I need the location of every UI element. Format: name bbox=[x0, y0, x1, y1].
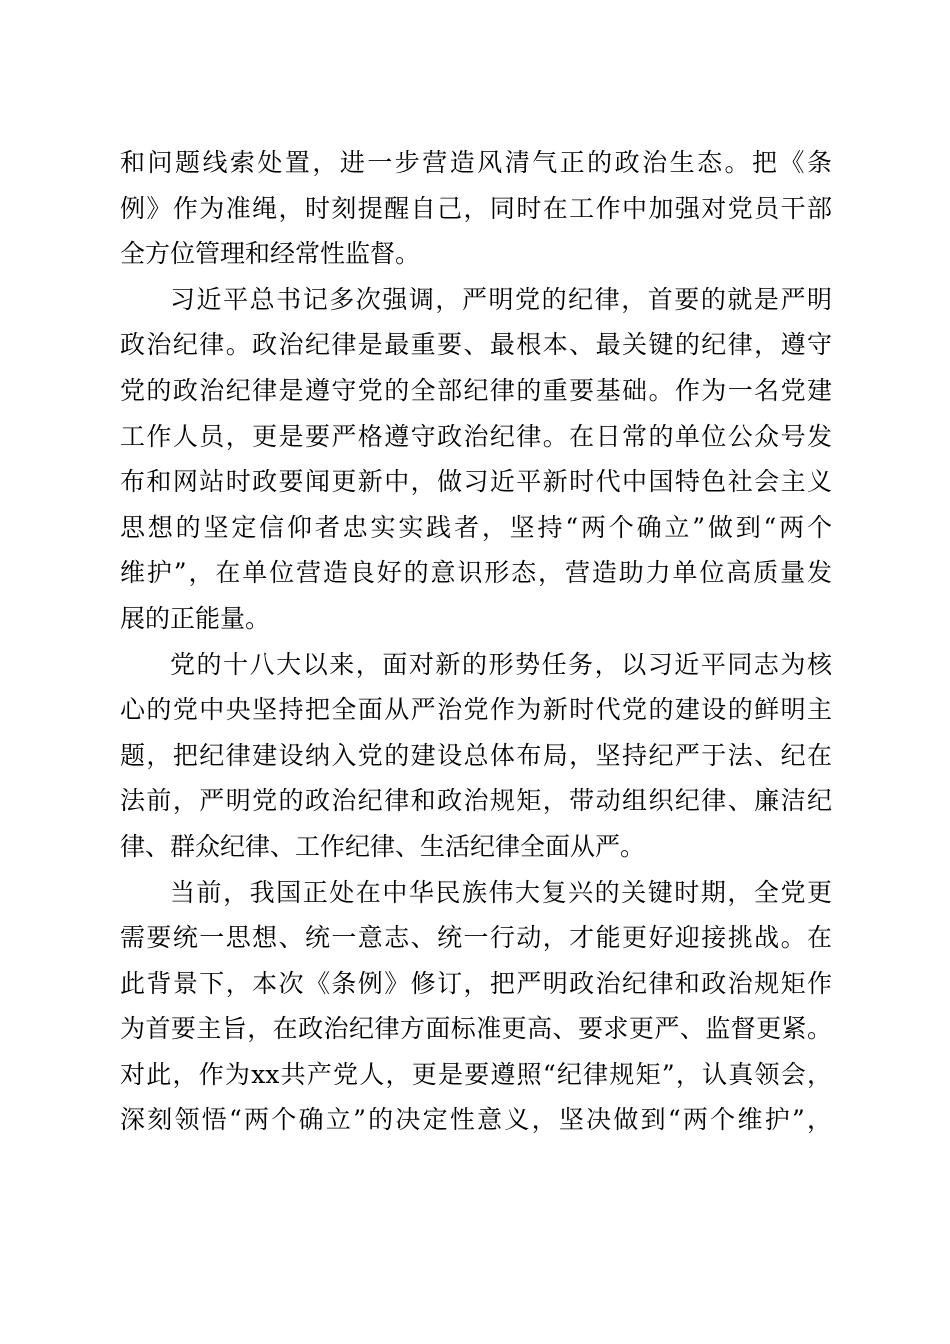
text-line: 和问题线索处置，进一步营造风清气正的政治生态。把《条 bbox=[120, 148, 832, 177]
paragraph-1 bbox=[120, 140, 832, 277]
text-line: 需要统一思想、统一意志、统一行动，才能更好迎接挑战。在 bbox=[120, 923, 832, 953]
text-line: 法前，严明党的政治纪律和政治规矩，带动组织纪律、廉洁纪 bbox=[120, 786, 832, 816]
paragraph-2 bbox=[120, 277, 832, 642]
text-line: 展的正能量。 bbox=[120, 603, 271, 633]
text-line: 政治纪律。政治纪律是最重要、最根本、最关键的纪律，遵守 bbox=[120, 330, 832, 360]
paragraph-3 bbox=[120, 642, 832, 870]
text-line: 工作人员，更是要严格遵守政治纪律。在日常的单位公众号发 bbox=[120, 421, 832, 451]
text-line: 当前，我国正处在中华民族伟大复兴的关键时期，全党更 bbox=[170, 877, 832, 907]
text-line: 为首要主旨，在政治纪律方面标准更高、要求更严、监督更紧。 bbox=[120, 1014, 832, 1044]
text-line: 律、群众纪律、工作纪律、生活纪律全面从严。 bbox=[120, 831, 646, 861]
body-text bbox=[120, 140, 832, 1143]
text-line: 对此，作为xx共产党人，更是要遵照“纪律规矩”，认真领会， bbox=[120, 1059, 832, 1089]
text-line: 布和网站时政要闻更新中，做习近平新时代中国特色社会主义 bbox=[120, 467, 832, 497]
paragraph-4 bbox=[120, 870, 832, 1144]
text-line: 例》作为准绳，时刻提醒自己，同时在工作中加强对党员干部 bbox=[120, 193, 832, 223]
text-line: 维护”，在单位营造良好的意识形态，营造助力单位高质量发 bbox=[120, 558, 832, 588]
text-line: 党的政治纪律是遵守党的全部纪律的重要基础。作为一名党建 bbox=[120, 375, 832, 405]
text-line: 全方位管理和经常性监督。 bbox=[120, 239, 421, 269]
text-line: 题，把纪律建设纳入党的建设总体布局，坚持纪严于法、纪在 bbox=[120, 740, 832, 770]
text-line: 党的十八大以来，面对新的形势任务，以习近平同志为核 bbox=[170, 649, 832, 679]
text-line: 心的党中央坚持把全面从严治党作为新时代党的建设的鲜明主 bbox=[120, 695, 832, 725]
text-line: 此背景下，本次《条例》修订，把严明政治纪律和政治规矩作 bbox=[120, 968, 832, 998]
text-line: 思想的坚定信仰者忠实实践者，坚持“两个确立”做到“两个 bbox=[120, 512, 832, 542]
text-line: 深刻领悟“两个确立”的决定性意义，坚决做到“两个维护”， bbox=[120, 1105, 832, 1135]
text-line: 习近平总书记多次强调，严明党的纪律，首要的就是严明 bbox=[170, 284, 832, 314]
